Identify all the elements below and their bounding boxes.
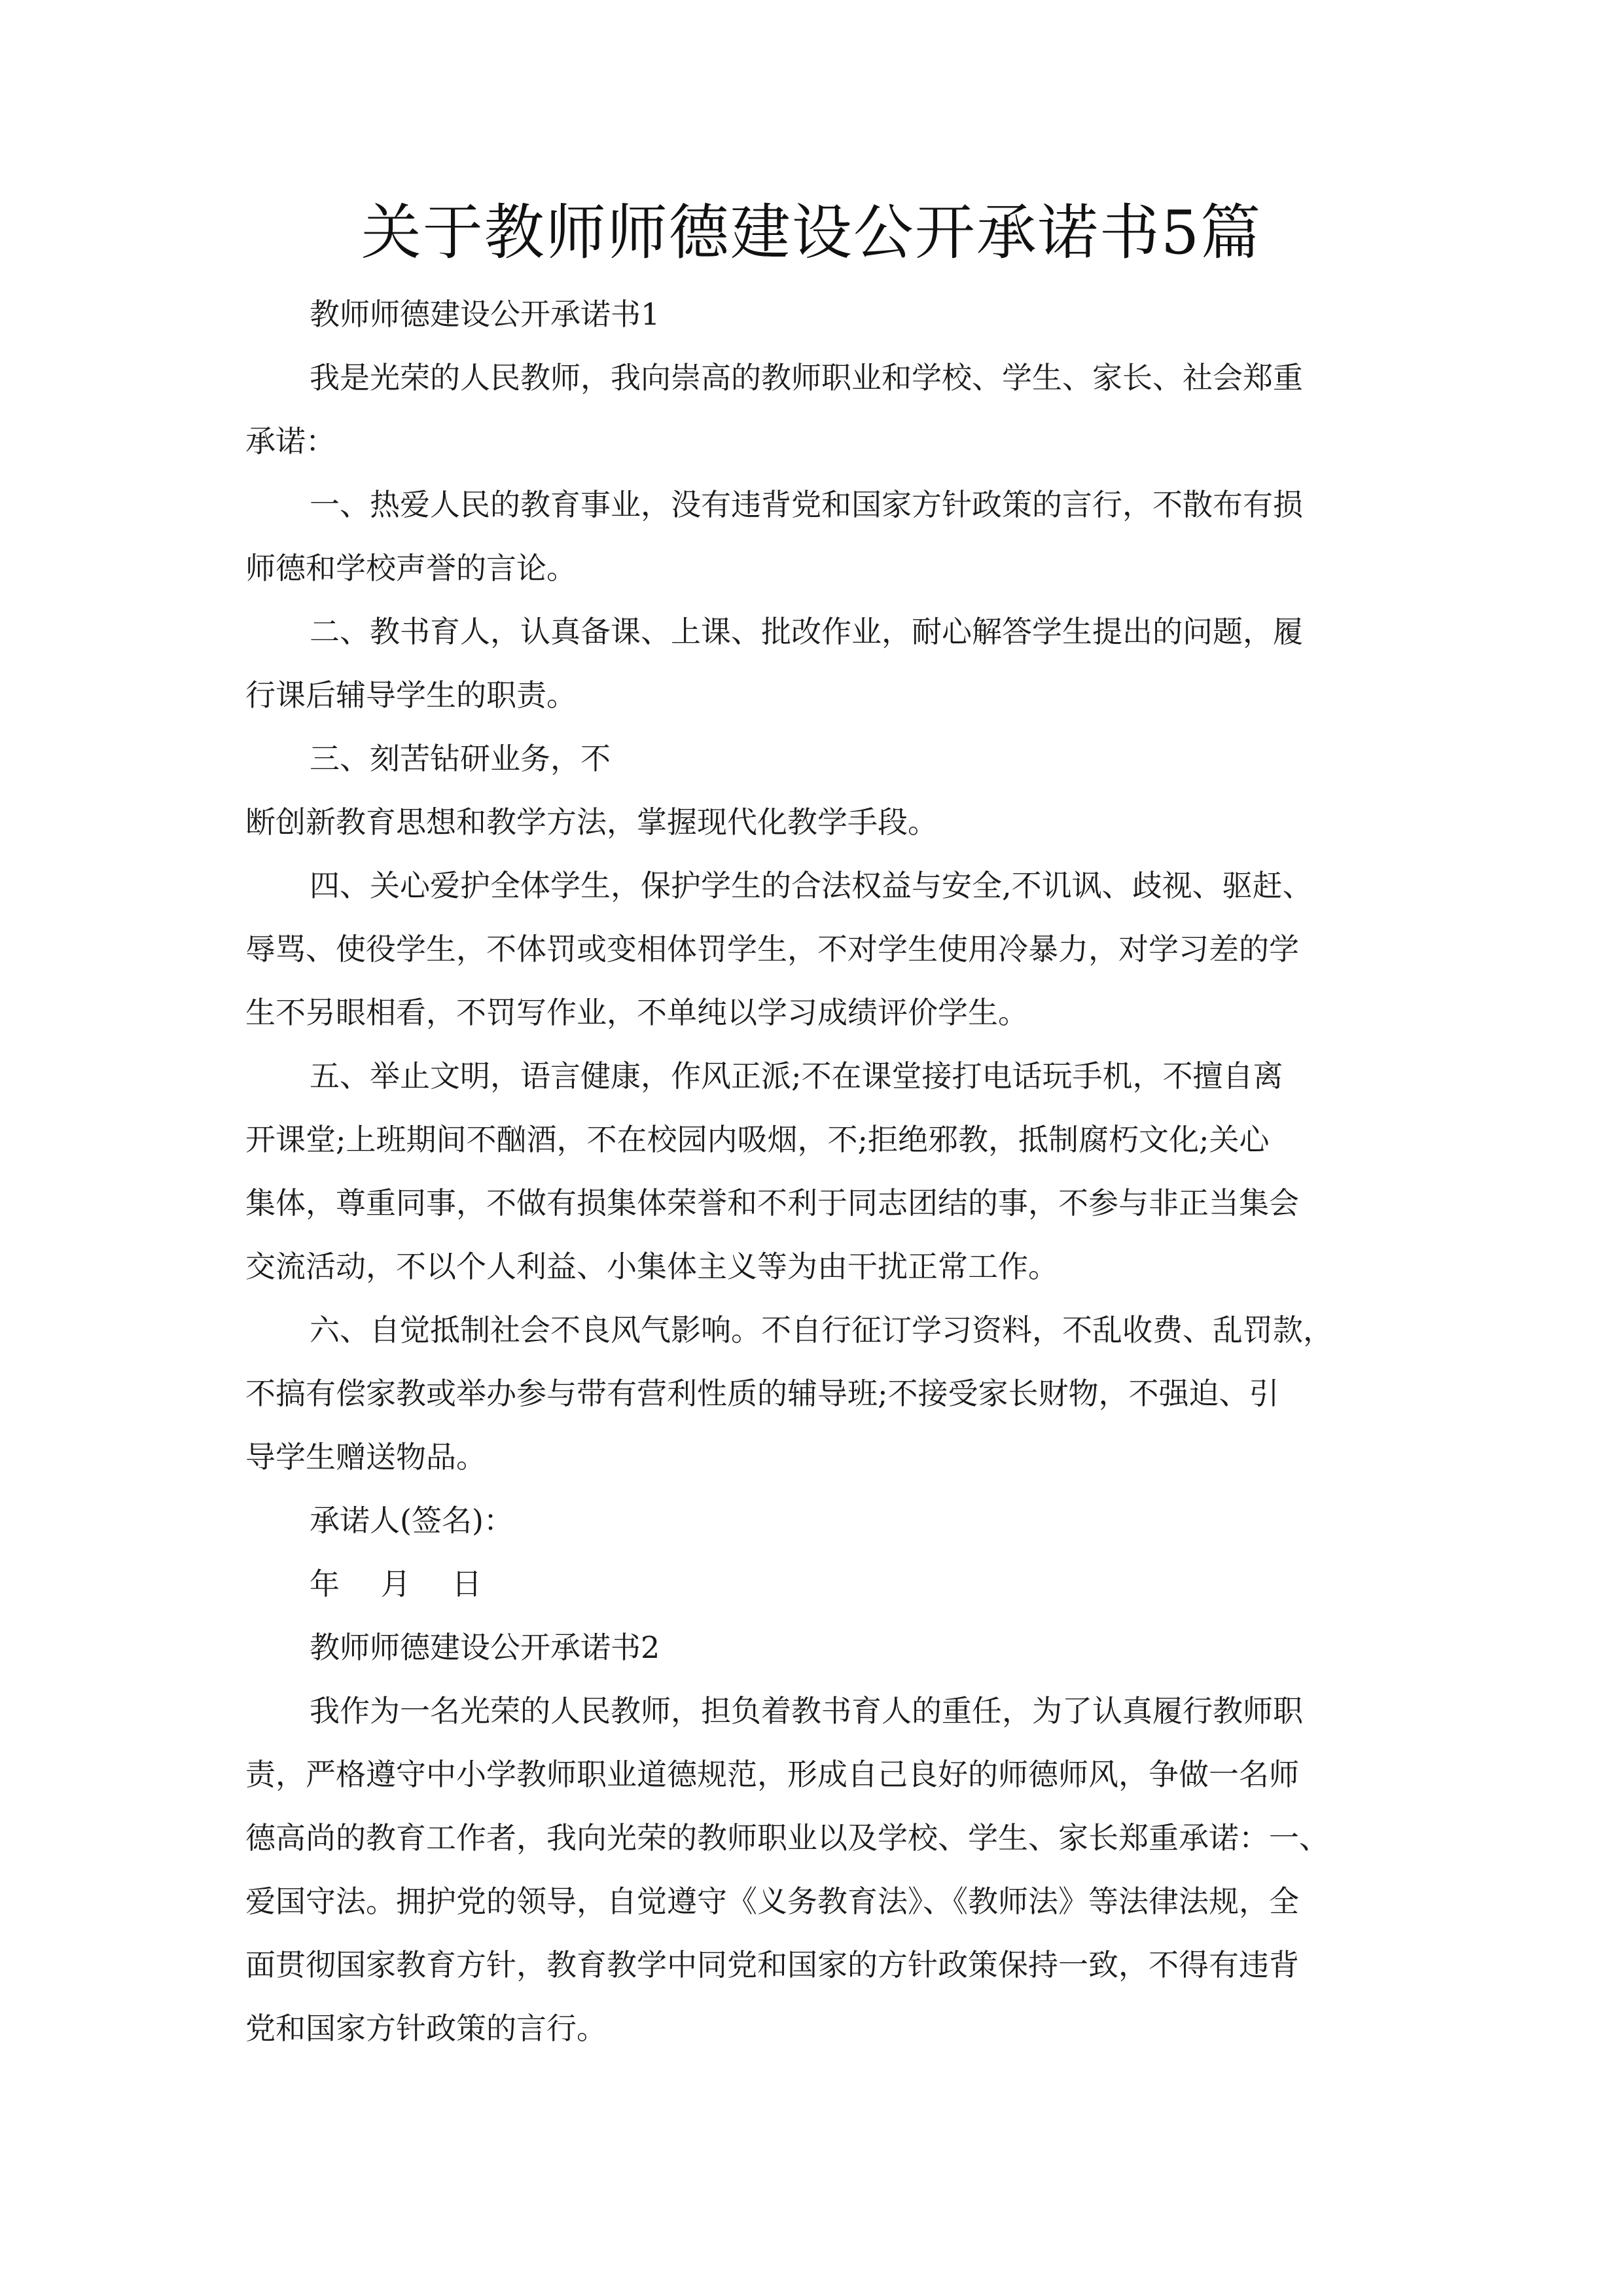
paragraph-line: 行课后辅导学生的职责。 — [245, 677, 577, 713]
paragraph-line: 三、刻苦钻研业务，不 — [310, 741, 611, 776]
paragraph-line: 辱骂、使役学生，不体罚或变相体罚学生，不对学生使用冷暴力，对学习差的学 — [245, 931, 1299, 967]
paragraph-line: 五、举止文明，语言健康，作风正派;不在课堂接打电话玩手机，不擅自离 — [310, 1058, 1283, 1094]
paragraph-line: 承诺： — [245, 423, 336, 459]
section-heading: 教师师德建设公开承诺书1 — [310, 296, 660, 332]
paragraph-line: 德高尚的教育工作者，我向光荣的教师职业以及学校、学生、家长郑重承诺：一、 — [245, 1820, 1329, 1856]
paragraph-line: 集体，尊重同事，不做有损集体荣誉和不利于同志团结的事，不参与非正当集会 — [245, 1185, 1299, 1221]
paragraph-line: 二、教书育人，认真备课、上课、批改作业，耐心解答学生提出的问题，履 — [310, 614, 1303, 649]
paragraph-line: 六、自觉抵制社会不良风气影响。不自行征订学习资料，不乱收费、乱罚款， — [310, 1312, 1333, 1348]
date-line: 年 月 日 — [310, 1566, 498, 1602]
paragraph-line: 党和国家方针政策的言行。 — [245, 2011, 607, 2046]
paragraph-line: 师德和学校声誉的言论。 — [245, 550, 577, 586]
paragraph-line: 交流活动，不以个人利益、小集体主义等为由干扰正常工作。 — [245, 1249, 1058, 1284]
section-heading: 教师师德建设公开承诺书2 — [310, 1630, 660, 1665]
paragraph-line: 责，严格遵守中小学教师职业道德规范，形成自己良好的师德师风，争做一名师 — [245, 1757, 1299, 1792]
signature-line: 承诺人(签名)： — [310, 1503, 514, 1538]
document-title: 关于教师师德建设公开承诺书5篇 — [361, 198, 1262, 268]
paragraph-line: 断创新教育思想和教学方法，掌握现代化教学手段。 — [245, 804, 938, 840]
paragraph-line: 不搞有偿家教或举办参与带有营利性质的辅导班;不接受家长财物，不强迫、引 — [245, 1376, 1279, 1411]
paragraph-line: 四、关心爱护全体学生，保护学生的合法权益与安全,不讥讽、歧视、驱赶、 — [310, 868, 1313, 903]
document-body — [245, 283, 1384, 2060]
paragraph-line: 面贯彻国家教育方针，教育教学中同党和国家的方针政策保持一致，不得有违背 — [245, 1947, 1299, 1982]
paragraph-line: 我是光荣的人民教师，我向崇高的教师职业和学校、学生、家长、社会郑重 — [310, 360, 1303, 395]
paragraph-line: 开课堂;上班期间不酗酒，不在校园内吸烟，不;拒绝邪教，抵制腐朽文化;关心 — [245, 1122, 1270, 1157]
paragraph-line: 一、热爱人民的教育事业，没有违背党和国家方针政策的言行，不散布有损 — [310, 487, 1303, 522]
paragraph-line: 导学生赠送物品。 — [245, 1439, 486, 1475]
paragraph-line: 我作为一名光荣的人民教师，担负着教书育人的重任，为了认真履行教师职 — [310, 1693, 1303, 1729]
paragraph-line: 生不另眼相看，不罚写作业，不单纯以学习成绩评价学生。 — [245, 995, 1028, 1030]
paragraph-line: 爱国守法。拥护党的领导，自觉遵守《义务教育法》、《教师法》等法律法规，全 — [245, 1884, 1299, 1919]
